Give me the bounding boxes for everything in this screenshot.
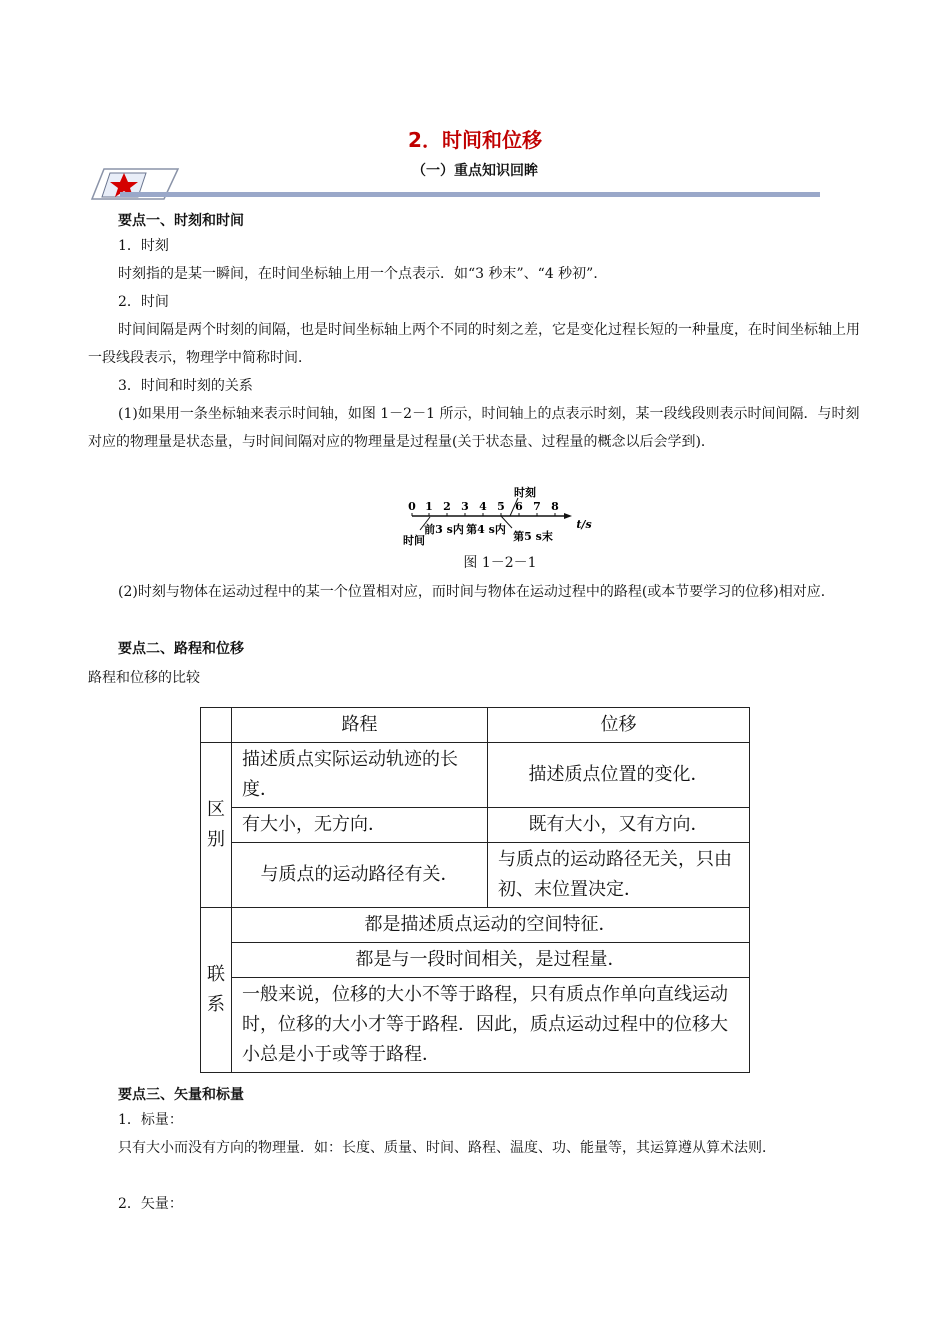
group-difference: 区别: [201, 743, 232, 908]
label-first3: 前3 s内: [424, 523, 464, 536]
tick-8: 8: [551, 500, 559, 513]
group-relation: 联系: [201, 908, 232, 1073]
tick-5: 5: [497, 500, 505, 513]
table-row: [201, 978, 750, 1073]
section2-intro: 路程和位移的比较: [88, 670, 200, 686]
section1-heading: 要点一、时刻和时间: [118, 213, 244, 229]
figure-caption: 图 1－2－1: [463, 555, 537, 571]
section1-item3-title: 3．时间和时刻的关系: [118, 378, 253, 394]
section3-item1-title: 1．标量：: [118, 1112, 183, 1128]
comparison-table: [200, 707, 750, 1073]
table-cell: 一般来说，位移的大小不等于路程，只有质点作单向直线运动时，位移的大小才等于路程．因此，质点运动过程中的位移大小总是小于或等于路程．: [232, 978, 750, 1073]
section2-heading: 要点二、路程和位移: [118, 641, 244, 657]
section1-item2-title: 2．时间: [118, 294, 169, 310]
section1-item2-text: 时间间隔是两个时刻的间隔，也是时间坐标轴上两个不同的时刻之差，它是变化过程长短的一种量度，在时间坐标轴上用一段线段表示，物理学中简称时间．: [88, 322, 860, 366]
section1-item3-text1: (1)如果用一条坐标轴来表示时间轴，如图 1－2－1 所示，时间轴上的点表示时刻，某一段线段则表示时间间隔．与时刻对应的物理量是状态量，与时间间隔对应的物理量是过程量(关于状态量、过程量的概念以后会学到)．: [88, 406, 860, 450]
table-cell: 描述质点位置的变化．: [488, 743, 750, 808]
section3-item2-title: 2．矢量：: [118, 1196, 183, 1212]
section1-item3-text2: (2)时刻与物体在运动过程中的某一个位置相对应，而时间与物体在运动过程中的路程(或本节要学习的位移)相对应．: [118, 584, 835, 600]
page-subtitle: （一）重点知识回眸: [412, 163, 538, 179]
table-header-row: [201, 708, 750, 743]
tick-3: 3: [461, 500, 469, 513]
table-corner: [201, 708, 232, 743]
table-row: [201, 808, 750, 843]
table-row: [201, 743, 750, 808]
section3-heading: 要点三、矢量和标量: [118, 1087, 244, 1103]
table-row: [201, 843, 750, 908]
table-cell: 与质点的运动路径无关，只由初、末位置决定．: [488, 843, 750, 908]
col-displacement: 位移: [488, 708, 750, 743]
label-time: 时间: [403, 534, 425, 547]
table-cell: 都是描述质点运动的空间特征．: [232, 908, 750, 943]
timeline-figure: [400, 486, 600, 548]
section1-item1-text: 时刻指的是某一瞬间，在时间坐标轴上用一个点表示．如“3 秒末”、“4 秒初”．: [118, 266, 608, 282]
section3-item1-text: 只有大小而没有方向的物理量．如：长度、质量、时间、路程、温度、功、能量等，其运算遵从算术法则．: [118, 1140, 776, 1156]
page-title: 2．时间和位移: [408, 128, 542, 152]
tick-2: 2: [443, 500, 451, 513]
header-rule: [120, 192, 820, 197]
section1-item1-title: 1．时刻: [118, 238, 169, 254]
table-cell: 与质点的运动路径有关．: [232, 843, 488, 908]
tick-4: 4: [479, 500, 487, 513]
label-5th-end: 第5 s末: [513, 530, 553, 543]
axis-label: t/s: [576, 518, 592, 531]
table-cell: 既有大小，又有方向．: [488, 808, 750, 843]
table-row: [201, 908, 750, 943]
tick-0: 0: [408, 500, 416, 513]
table-cell: 都是与一段时间相关，是过程量．: [232, 943, 750, 978]
label-moment: 时刻: [514, 486, 536, 499]
tick-6: 6: [515, 500, 523, 513]
table-row: [201, 943, 750, 978]
tick-7: 7: [533, 500, 541, 513]
timeline-tick-labels: [408, 500, 559, 513]
label-4th: 第4 s内: [466, 523, 506, 536]
col-distance: 路程: [232, 708, 488, 743]
table-cell: 描述质点实际运动轨迹的长度．: [232, 743, 488, 808]
table-cell: 有大小，无方向．: [232, 808, 488, 843]
tick-1: 1: [425, 500, 433, 513]
